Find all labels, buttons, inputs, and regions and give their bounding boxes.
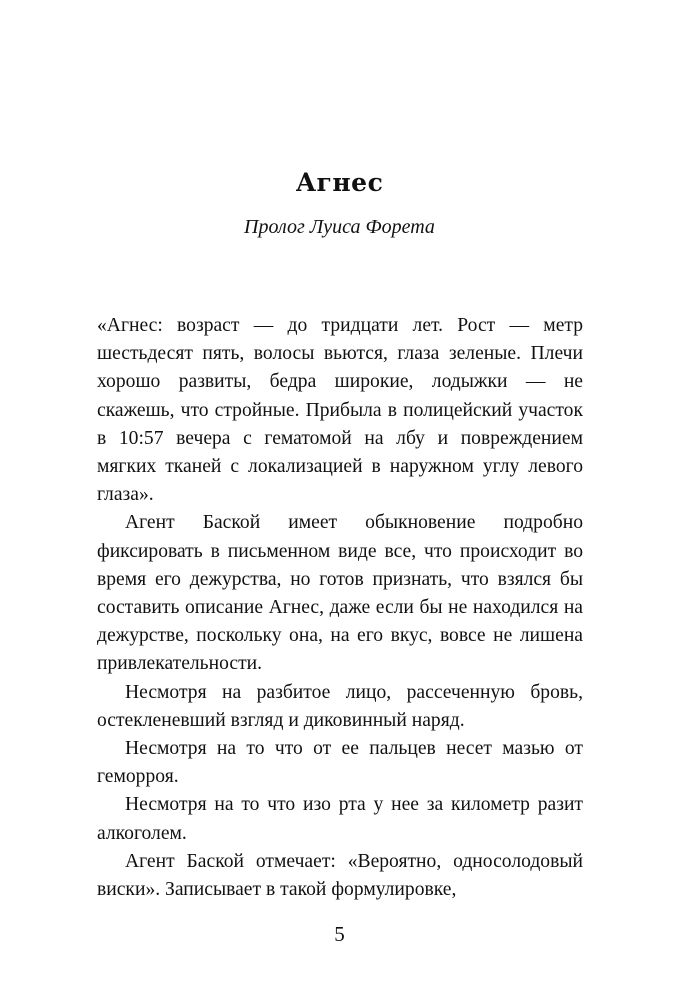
paragraph: «Агнес: возраст — до тридцати лет. Рост — метр шестьдесят пять, волосы вьются, глаза зеленые. Плечи хорошо развиты, бедра широкие, лодыжки — не скажешь, что стройные. Прибыла в полицейский участок в 10:57 вечера с гематомой на лбу и повреждением мягких тканей с локализацией в наружном углу левого глаза».: [97, 315, 583, 506]
paragraph: Агент Баской имеет обыкновение подробно фиксировать в письменном виде все, что происходит во время его дежурства, но готов признать, что взялся бы составить описание Агнес, даже если бы не находился на дежурстве, поскольку она, на его вкус, вовсе не лишена привлекательности.: [97, 512, 583, 675]
paragraph: Агент Баской отмечает: «Вероятно, односолодовый виски». Записывает в такой формулировке,: [97, 850, 583, 901]
paragraph: Несмотря на то что изо рта у нее за километр разит алкоголем.: [97, 794, 583, 844]
chapter-title: Агнес: [295, 168, 384, 197]
chapter-subtitle: Пролог Луиса Форета: [244, 216, 435, 238]
body-text: [97, 312, 583, 904]
page-number: 5: [334, 922, 345, 946]
paragraph: Несмотря на то что от ее пальцев несет мазью от геморроя.: [97, 738, 583, 788]
paragraph: Несмотря на разбитое лицо, рассеченную бровь, остекленевший взгляд и диковинный наряд.: [97, 681, 583, 731]
